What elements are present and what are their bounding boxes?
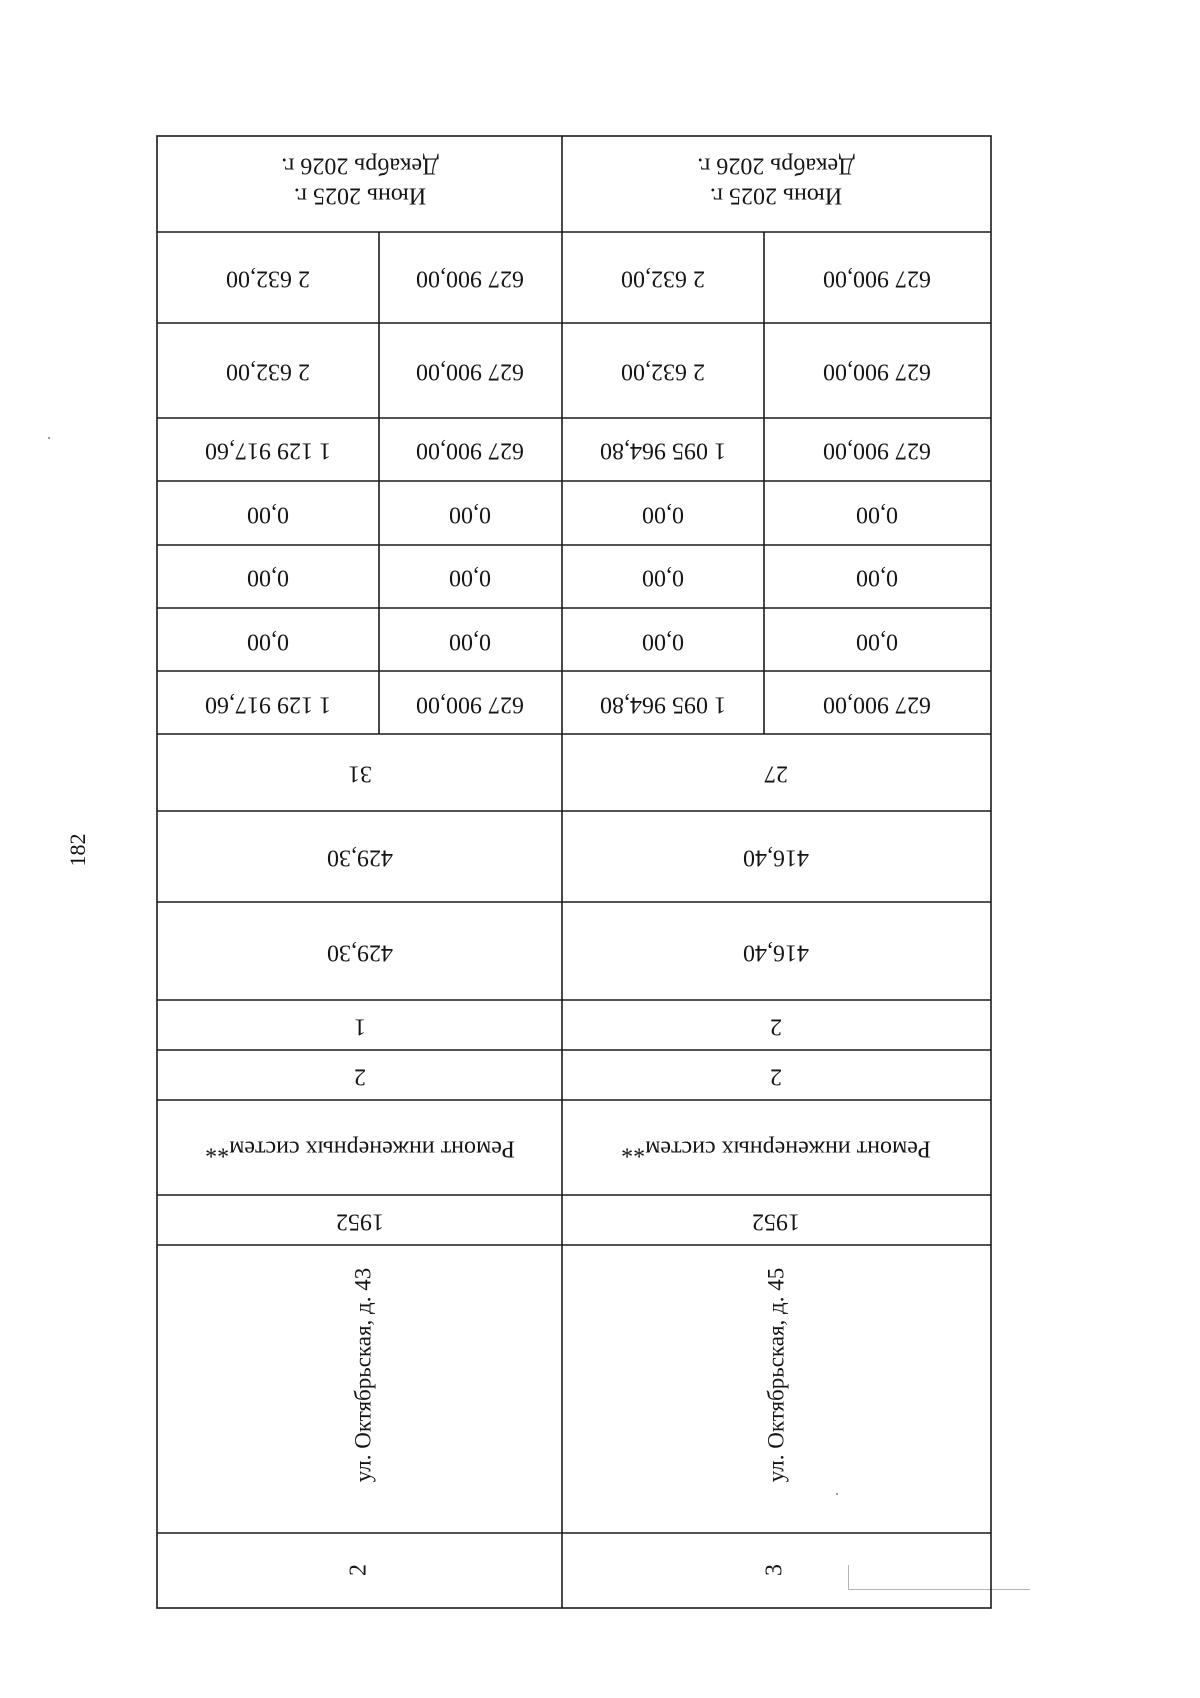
cost-total-b-cell: 627 900,00	[823, 691, 931, 718]
residential-area-cell: 429,30	[327, 844, 393, 871]
period-start-cell: Июнь 2025 г.	[293, 182, 427, 209]
residential-area-cell: 416,40	[743, 844, 809, 871]
work-type-cell: Ремонт инженерных систем**	[205, 1135, 515, 1162]
cost-owner-a-cell: 1 095 964,80	[600, 437, 726, 464]
year-built-cell: 1952	[336, 1208, 384, 1235]
zero-cell: 0,00	[856, 628, 898, 655]
zero-cell: 0,00	[449, 628, 491, 655]
cost-total-a-cell: 1 129 917,60	[205, 691, 331, 718]
entrances-cell: 2	[770, 1013, 782, 1040]
table-frame	[157, 136, 991, 1608]
zero-cell: 0,00	[856, 501, 898, 528]
row-number-cell: 3	[761, 1564, 788, 1576]
floors-cell: 2	[770, 1063, 782, 1090]
unit-cost-a-cell: 2 632,00	[621, 358, 705, 385]
period-start-cell: Июнь 2025 г.	[709, 182, 843, 209]
residents-cell: 27	[764, 760, 788, 787]
cost-owner-a-cell: 1 129 917,60	[205, 437, 331, 464]
zero-cell: 0,00	[449, 564, 491, 591]
page-number: 182	[65, 833, 90, 867]
zero-cell: 0,00	[642, 501, 684, 528]
total-area-cell: 416,40	[743, 939, 809, 966]
zero-cell: 0,00	[856, 564, 898, 591]
address-cell: ул. Октябрьская, д. 45	[763, 1267, 789, 1483]
residents-cell: 31	[348, 760, 372, 787]
zero-cell: 0,00	[247, 564, 289, 591]
table-row-2	[205, 152, 524, 1576]
table-row-3	[600, 152, 931, 1576]
cost-owner-b-cell: 627 900,00	[416, 437, 524, 464]
row-number-cell: 2	[345, 1564, 372, 1576]
zero-cell: 0,00	[449, 501, 491, 528]
period-end-cell: Декабрь 2026 г.	[281, 152, 439, 179]
zero-cell: 0,00	[642, 628, 684, 655]
total-area-cell: 429,30	[327, 939, 393, 966]
limit-cost-b-cell: 627 900,00	[416, 265, 524, 292]
cost-total-b-cell: 627 900,00	[416, 691, 524, 718]
floors-cell: 2	[354, 1063, 366, 1090]
limit-cost-b-cell: 627 900,00	[823, 265, 931, 292]
year-built-cell: 1952	[752, 1208, 800, 1235]
zero-cell: 0,00	[642, 564, 684, 591]
zero-cell: 0,00	[247, 628, 289, 655]
unit-cost-b-cell: 627 900,00	[823, 358, 931, 385]
cost-total-a-cell: 1 095 964,80	[600, 691, 726, 718]
entrances-cell: 1	[354, 1013, 366, 1040]
limit-cost-a-cell: 2 632,00	[226, 265, 310, 292]
work-type-cell: Ремонт инженерных систем**	[621, 1135, 931, 1162]
address-cell: ул. Октябрьская, д. 43	[350, 1267, 376, 1483]
unit-cost-b-cell: 627 900,00	[416, 358, 524, 385]
unit-cost-a-cell: 2 632,00	[226, 358, 310, 385]
zero-cell: 0,00	[247, 501, 289, 528]
band-lines	[157, 232, 991, 1533]
period-end-cell: Декабрь 2026 г.	[697, 152, 855, 179]
cost-owner-b-cell: 627 900,00	[823, 437, 931, 464]
limit-cost-a-cell: 2 632,00	[621, 265, 705, 292]
